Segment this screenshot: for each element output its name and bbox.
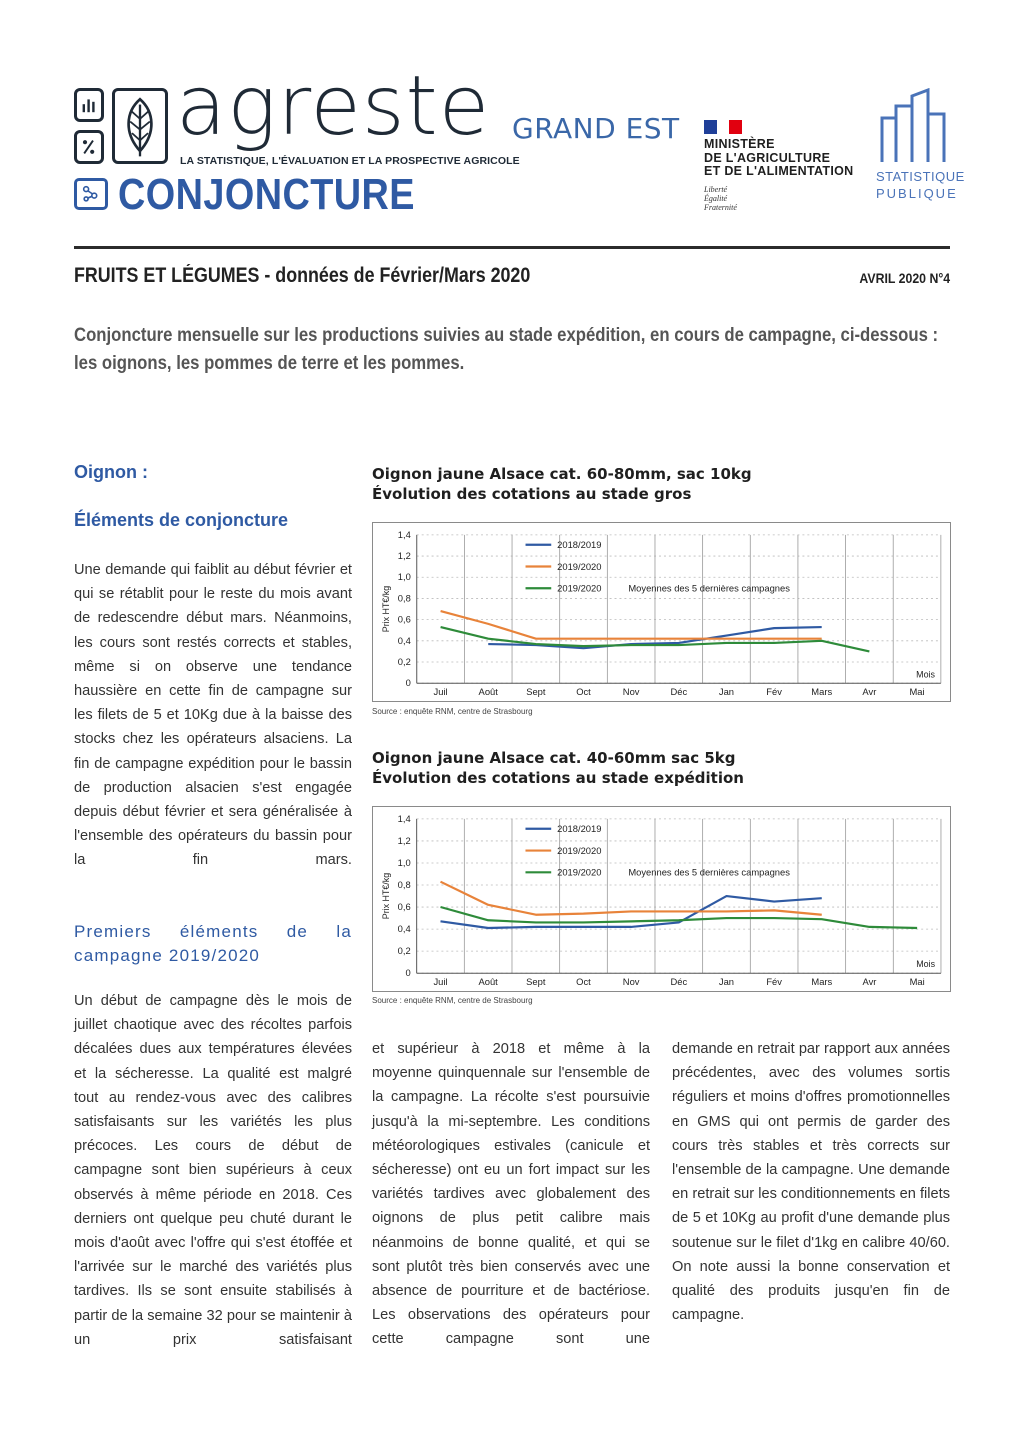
- x-tick-label: Mars: [811, 976, 833, 988]
- chart-2: [372, 806, 951, 992]
- chart-subtitle-line: Évolution des cotations au stade expédition: [372, 769, 744, 787]
- ministry-name: [704, 138, 853, 179]
- x-tick-label: Jan: [718, 976, 735, 988]
- x-tick-label: Mai: [909, 976, 925, 988]
- section-heading: Oignon :: [74, 462, 148, 482]
- legend-label: 2019/2020: [557, 582, 602, 594]
- brand-tagline: LA STATISTIQUE, L'ÉVALUATION ET LA PROSPECTIVE AGRICOLE: [180, 155, 520, 167]
- x-tick-label: Déc: [670, 686, 688, 698]
- bar-chart-icon: [74, 88, 104, 122]
- paragraph-campaign-2: et supérieur à 2018 et même à la moyenne quinquennale sur l'ensemble de la campagne. La récolte s'est poursuivie jusqu'à la mi-septembre. Les conditions météorologiques estivales (canicule et sécheresse) ont eu un fort impact sur les variétés tardives avec globalement des oignons de plus petit calibre mais néanmoins de bonne qualité, et qui se sont plutôt très bien conservés avec une absence de pourriture et de bactériose. Les observations des opérateurs pour cette campagne sont une: [372, 1041, 650, 1348]
- republic-motto: [704, 185, 737, 212]
- percent-icon: [74, 130, 104, 164]
- conjoncture-title: CONJONCTURE: [118, 170, 415, 219]
- ministry-line: DE L'AGRICULTURE: [704, 150, 831, 165]
- y-tick-label: 0,6: [397, 901, 411, 913]
- x-tick-label: Août: [478, 686, 498, 698]
- x-tick-label: Mai: [909, 686, 925, 698]
- motto-line: Liberté: [704, 185, 728, 194]
- x-tick-label: Sept: [526, 686, 546, 698]
- x-tick-label: Sept: [526, 976, 546, 988]
- legend-label-extra: Moyennes des 5 dernières campagnes: [628, 582, 790, 594]
- y-tick-label: 0,8: [397, 592, 411, 604]
- x-tick-label: Oct: [576, 976, 591, 988]
- paragraph-campaign-1: Un début de campagne dès le mois de juillet chaotique avec des récoltes parfois décalées dues aux températures élevées et la sécheresse. La qualité est malgré tout au rendez-vous avec des calibres satisfaisants sur les variétés les plus précoces. Les cours de début de campagne sont bien supérieurs à ceux observés à même période en 2018. Ces derniers ont quelque peu chuté durant le mois d'août avec l'offre qui s'est étoffée et l'arrivée sur le marché des variétés plus tardives. Ils se sont ensuite stabilisés à partir de la semaine 32 pour se maintenir à un prix satisfaisant: [74, 993, 352, 1348]
- legend-label: 2018/2019: [557, 539, 602, 551]
- y-tick-label: 0,4: [397, 634, 411, 646]
- series-line: [441, 611, 822, 639]
- legend-label: 2019/2020: [557, 844, 602, 856]
- x-tick-label: Jan: [718, 686, 735, 698]
- x-tick-label: Nov: [622, 686, 640, 698]
- y-tick-label: 0: [405, 967, 411, 979]
- y-tick-label: 1,4: [397, 812, 411, 824]
- chart-subtitle-line: Évolution des cotations au stade gros: [372, 485, 692, 503]
- y-tick-label: 1,2: [397, 550, 411, 562]
- brand-name: agreste: [176, 59, 491, 154]
- chart-2-source: Source : enquête RNM, centre de Strasbourg: [372, 996, 533, 1005]
- section-subheading: Éléments de conjoncture: [74, 510, 289, 530]
- x-tick-label: Déc: [670, 976, 688, 988]
- statpub-line: STATISTIQUE: [876, 169, 965, 184]
- legend-label: 2018/2019: [557, 823, 602, 835]
- header-divider: [74, 246, 950, 249]
- chart-2-plot: [373, 807, 950, 991]
- y-tick-label: 0,6: [397, 613, 411, 625]
- issue-number: AVRIL 2020 N°4: [859, 270, 950, 286]
- legend-label: 2019/2020: [557, 560, 602, 572]
- y-tick-label: 1,0: [397, 856, 411, 868]
- y-axis-label: Prix HT€/kg: [381, 585, 392, 633]
- section-heading-2: Premiers éléments de la campagne 2019/2020: [74, 922, 352, 965]
- statistique-publique-text: [876, 168, 965, 202]
- x-tick-label: Juil: [433, 976, 448, 988]
- region-name: GRAND EST: [512, 112, 680, 145]
- network-icon: [74, 178, 108, 210]
- document-title: FRUITS ET LÉGUMES - données de Février/Mars 2020: [74, 264, 531, 287]
- y-tick-label: 1,4: [397, 528, 411, 540]
- x-tick-label: Avr: [862, 686, 877, 698]
- y-tick-label: 0,2: [397, 945, 411, 957]
- chart-1-source: Source : enquête RNM, centre de Strasbourg: [372, 707, 533, 716]
- paragraph-elements: Une demande qui faiblit au début février et qui se rétablit pour le reste du mois avant de redescendre début mars. Néanmoins, les cours sont restés corrects et stables, même si on observe une tendance haussière en cette fin de campagne sur les filets de 5 et 10Kg due à la baisse des stocks chez les opérateurs alsaciens. La fin de campagne expédition pour le bassin de production alsacien s'est engagée depuis début février et sera généralisée à l'ensemble des opérateurs du bassin pour la fin mars.: [74, 562, 352, 869]
- x-tick-label: Oct: [576, 686, 591, 698]
- y-tick-label: 0,4: [397, 923, 411, 935]
- statistique-publique-logo-icon: [878, 88, 948, 164]
- legend-label-extra: Moyennes des 5 dernières campagnes: [628, 866, 790, 878]
- motto-line: Fraternité: [704, 203, 737, 212]
- chart-1-title: [372, 464, 752, 504]
- paragraph-campaign-3: demande en retrait par rapport aux années précédentes, avec des volumes sortis réguliers et moins d'offres promotionnelles en GMS qui ont permis de garder des cours très stables et très corrects sur l'ensemble de la campagne. Une demande en retrait sur les conditionnements en filets de 5 et 10Kg au profit d'une demande plus soutenue sur le filet d'1kg en calibre 40/60. On note aussi la bonne conservation et qualité des produits jusqu'en fin de campagne.: [672, 1041, 950, 1324]
- y-tick-label: 1,2: [397, 834, 411, 846]
- x-tick-label: Avr: [862, 976, 877, 988]
- x-axis-label: Mois: [916, 959, 936, 970]
- chart-2-title: [372, 748, 744, 788]
- marianne-flag-icon: [704, 120, 742, 134]
- ministry-line: ET DE L'ALIMENTATION: [704, 164, 854, 178]
- series-line: [441, 882, 822, 915]
- ministry-line: MINISTÈRE: [704, 137, 775, 151]
- statpub-line: PUBLIQUE: [876, 186, 958, 201]
- x-axis-label: Mois: [916, 669, 935, 680]
- x-tick-label: Juil: [433, 686, 448, 698]
- x-tick-label: Fév: [766, 686, 782, 698]
- y-axis-label: Prix HT€/kg: [380, 872, 391, 920]
- chart-title-line: Oignon jaune Alsace cat. 40-60mm sac 5kg: [372, 749, 736, 767]
- x-tick-label: Août: [478, 976, 498, 988]
- y-tick-label: 0,8: [397, 878, 411, 890]
- y-tick-label: 0,2: [397, 655, 411, 667]
- x-tick-label: Nov: [622, 976, 640, 988]
- intro-paragraph: Conjoncture mensuelle sur les productions suivies au stade expédition, en cours de campagne, ci-dessous : les oignons, les pommes de terre et les pommes.: [74, 325, 939, 374]
- y-tick-label: 0: [405, 677, 411, 689]
- chart-1-plot: [373, 523, 950, 701]
- legend-label: 2019/2020: [557, 866, 602, 878]
- x-tick-label: Fév: [766, 976, 782, 988]
- leaf-icon: [112, 88, 168, 164]
- chart-title-line: Oignon jaune Alsace cat. 60-80mm, sac 10kg: [372, 465, 752, 483]
- y-tick-label: 1,0: [397, 571, 411, 583]
- agreste-logo-icons: [74, 88, 172, 166]
- x-tick-label: Mars: [811, 686, 833, 698]
- motto-line: Égalité: [704, 194, 728, 203]
- chart-1: [372, 522, 951, 702]
